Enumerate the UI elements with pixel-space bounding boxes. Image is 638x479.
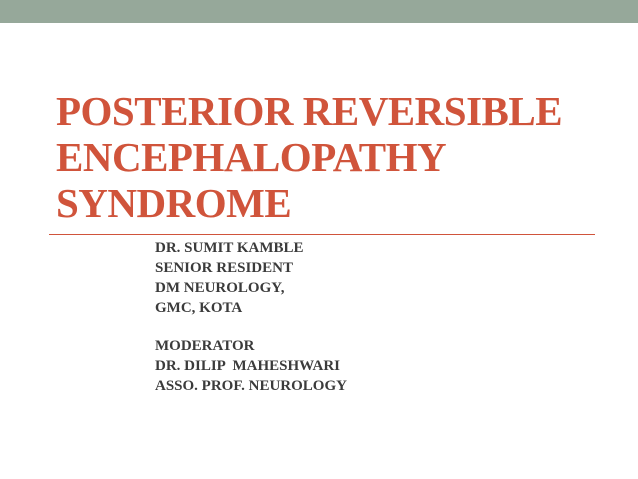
slide-title <box>56 88 562 226</box>
title-divider <box>49 234 595 235</box>
moderator-position: ASSO. PROF. NEUROLOGY <box>155 378 347 394</box>
slide-title-line-1: POSTERIOR REVERSIBLE <box>56 88 563 134</box>
moderator-heading: MODERATOR <box>155 338 255 354</box>
presenter-details <box>155 238 347 396</box>
slide-title-line-3: SYNDROME <box>56 180 292 226</box>
slide-title-line-2: ENCEPHALOPATHY <box>56 134 447 180</box>
presenter-institution: GMC, KOTA <box>155 300 243 316</box>
presenter-department: DM NEUROLOGY, <box>155 280 285 296</box>
top-accent-bar <box>0 0 638 23</box>
presenter-name: DR. SUMIT KAMBLE <box>155 240 304 256</box>
moderator-name: DR. DILIP MAHESHWARI <box>155 358 341 374</box>
presenter-position: SENIOR RESIDENT <box>155 260 293 276</box>
details-spacer <box>155 318 347 336</box>
